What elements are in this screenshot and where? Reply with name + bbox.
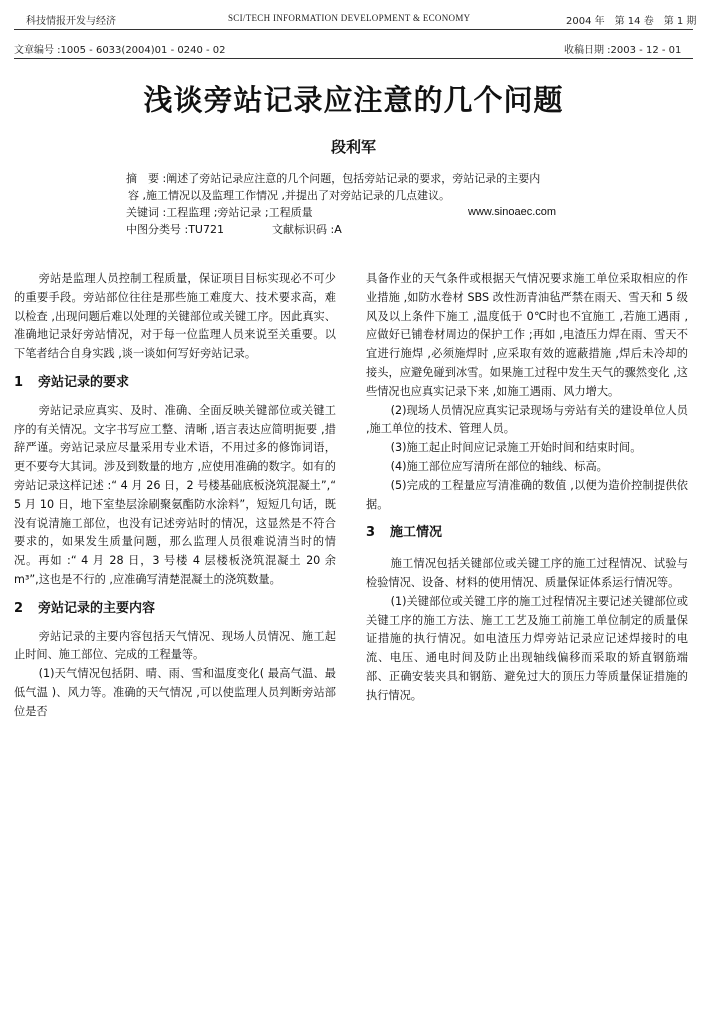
article-number: 文章编号 :1005 - 6033(2004)01 - 0240 - 02 <box>14 45 226 56</box>
keywords-label: 关键词 : <box>126 206 167 219</box>
abstract-line-1 <box>126 170 586 187</box>
website-link[interactable]: www.sinoaec.com <box>468 206 557 218</box>
abstract-label: 摘 要 : <box>126 172 167 185</box>
document-code: 文献标识码 :A <box>272 223 342 236</box>
keywords-row <box>126 204 586 221</box>
abstract-text-1: 阐述了旁站记录应注意的几个问题，包括旁站记录的要求，旁站记录的主要内 <box>166 172 541 185</box>
left-column <box>14 270 336 722</box>
journal-name-english: SCI/TECH INFORMATION DEVELOPMENT & ECONOMY <box>228 13 471 23</box>
quantity-paragraph: (5)完成的工程量应写清准确的数值 ,以便为造价控制提供依据。 <box>366 478 688 511</box>
received-date: 收稿日期 :2003 - 12 - 01 <box>564 45 682 56</box>
section-1-paragraph: 旁站记录应真实、及时、准确、全面反映关键部位或关键工序的有关情况。文字书写应工整、清晰 ,语言表达应简明扼要 ,措辞严谨。旁站记录应尽量采用专业术语，不用过多的修饰词语，更不要夸大其词。涉及到数量的地方 ,应使用准确的数字。如有的旁站记录这样记述 :“ 4 月 26 日，2 号楼基础底板浇筑混凝土”,“ 5 月 10 日，地下室垫层涂刷聚氨酯防水涂料”，短短几句话，既没有说清施工部位，也没有记述旁站时的情况，这显然是不符合要求的，如果发生质量问题，那么监理人员很难说清当时的情况。再如 :“ 4 月 28 日，3 号楼 4 层楼板浇筑混凝土 20 余 m³”,这也是不行的 ,应准确写清楚混凝土的浇筑数量。 <box>14 403 336 586</box>
section-3-number: 3 <box>366 525 376 541</box>
article-title: 浅谈旁站记录应注意的几个问题 <box>143 83 564 117</box>
time-paragraph: (3)施工起止时间应记录施工开始时间和结束时间。 <box>390 441 642 455</box>
journal-name: 科技情报开发与经济 <box>26 16 116 27</box>
abstract-block <box>126 170 586 238</box>
weather-continuation: 具备作业的天气条件或根据天气情况要求施工单位采取相应的作业措施 ,如防水卷材 SBS 改性沥青油毡严禁在雨天、雪天和 5 级风及以上条件下施工 ,温度低于 0℃时也不宜施工 ,若施工遇雨 ,应做好已铺卷材周边的保护工作 ;再如 ,电渣压力焊在雨、雪天不宜进行施焊 ,必须施焊时 ,应采取有效的遮蔽措施 ,焊后未冷却的接头，应避免碰到冰雪。如果施工过程中发生天气的骤然变化 ,这些情况也应真实记录下来 ,如施工遇雨、风力增大。 <box>366 272 688 398</box>
meta-rule <box>14 58 693 59</box>
section-2-number: 2 <box>14 600 24 616</box>
author-name: 段利军 <box>330 138 376 156</box>
section-1-heading <box>14 374 336 393</box>
section-3-paragraph-1: 施工情况包括关键部位或关键工序的施工过程情况、试验与检验情况、设备、材料的使用情况、质量保证体系运行情况等。 <box>366 557 688 589</box>
section-2-heading <box>14 600 336 619</box>
section-3-paragraph-2: (1)关键部位或关键工序的施工过程情况主要记述关键部位或关键工序的施工方法、施工工艺及施工前施工单位制定的质量保证措施的执行情况。如电渣压力焊旁站记录应记述焊接时的电流、电压、通电时间及防止出现轴线偏移而采取的矫直钢筋端部、正确安装夹具和钢筋、避免过大的顶压力等质量保证措施的执行情况。 <box>366 594 688 702</box>
header-rule <box>14 29 693 30</box>
section-3-title: 施工情况 <box>390 525 443 541</box>
section-1-number: 1 <box>14 374 24 390</box>
classification-row <box>126 221 586 238</box>
issue-info: 2004 年 第 14 卷 第 1 期 <box>566 16 697 27</box>
right-column <box>366 270 688 706</box>
clc-number: 中图分类号 :TU721 <box>126 223 224 236</box>
section-2-paragraph-2: (1)天气情况包括阴、晴、雨、雪和温度变化( 最高气温、最低气温 )、风力等。准确的天气情况 ,可以使监理人员判断旁站部位是否 <box>14 667 336 718</box>
intro-paragraph: 旁站是监理人员控制工程质量，保证项目目标实现必不可少的重要手段。旁站部位往往是那些施工难度大、技术要求高，难以检查 ,出现问题后难以处理的关键部位或关键工序。因此真实、准确地记录好旁站情况，对于每一位监理人员来说至关重要。以下笔者结合自身实践 ,谈一谈如何写好旁站记录。 <box>14 272 336 361</box>
abstract-text-2: 容 ,施工情况以及监理工作情况 ,并提出了对旁站记录的几点建议。 <box>128 189 450 202</box>
abstract-line-2 <box>126 187 586 204</box>
section-2-paragraph-1: 旁站记录的主要内容包括天气情况、现场人员情况、施工起止时间、施工部位、完成的工程量等。 <box>14 629 336 662</box>
section-3-heading <box>366 524 688 543</box>
section-1-title: 旁站记录的要求 <box>38 374 130 390</box>
section-2-title: 旁站记录的主要内容 <box>38 600 156 616</box>
location-paragraph: (4)施工部位应写清所在部位的轴线、标高。 <box>390 459 608 473</box>
keywords-text: 工程监理 ;旁站记录 ;工程质量 <box>166 206 313 219</box>
staff-paragraph: (2)现场人员情况应真实记录现场与旁站有关的建设单位人员 ,施工单位的技术、管理人员。 <box>366 403 688 436</box>
